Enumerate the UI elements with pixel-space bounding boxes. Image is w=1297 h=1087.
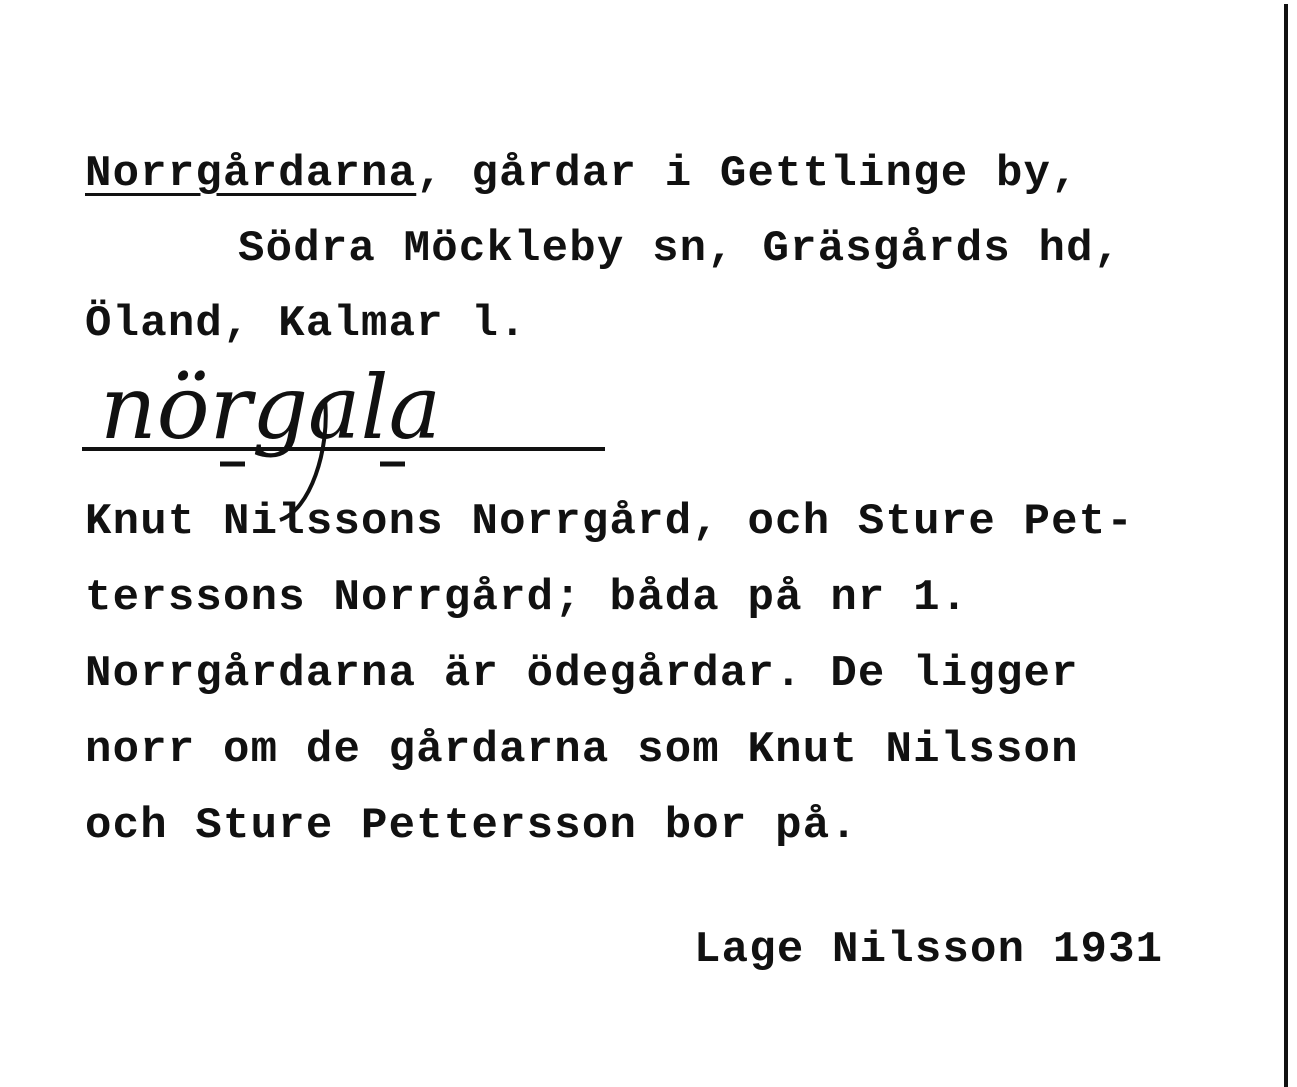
card-edge — [1284, 4, 1288, 1087]
place-name: Norrgårdarna — [85, 149, 417, 199]
body-line-4: norr om de gårdarna som Knut Nilsson — [85, 725, 1079, 775]
signature: Lage Nilsson 1931 — [694, 925, 1164, 975]
heading-line — [85, 150, 1079, 198]
heading-description: , gårdar i Gettlinge by, — [416, 149, 1079, 199]
body-line-5: och Sture Pettersson bor på. — [85, 801, 858, 851]
body-line-3: Norrgårdarna är ödegårdar. De ligger — [85, 649, 1079, 699]
handwritten-text: nörgala — [100, 356, 442, 459]
body-line-2: terssons Norrgård; båda på nr 1. — [85, 573, 969, 623]
province-line: Öland, Kalmar l. — [85, 299, 527, 349]
parish-line: Södra Möckleby sn, Gräsgårds hd, — [238, 224, 1122, 274]
body-line-1: Knut Nilssons Norrgård, och Sture Pet- — [85, 497, 1134, 547]
